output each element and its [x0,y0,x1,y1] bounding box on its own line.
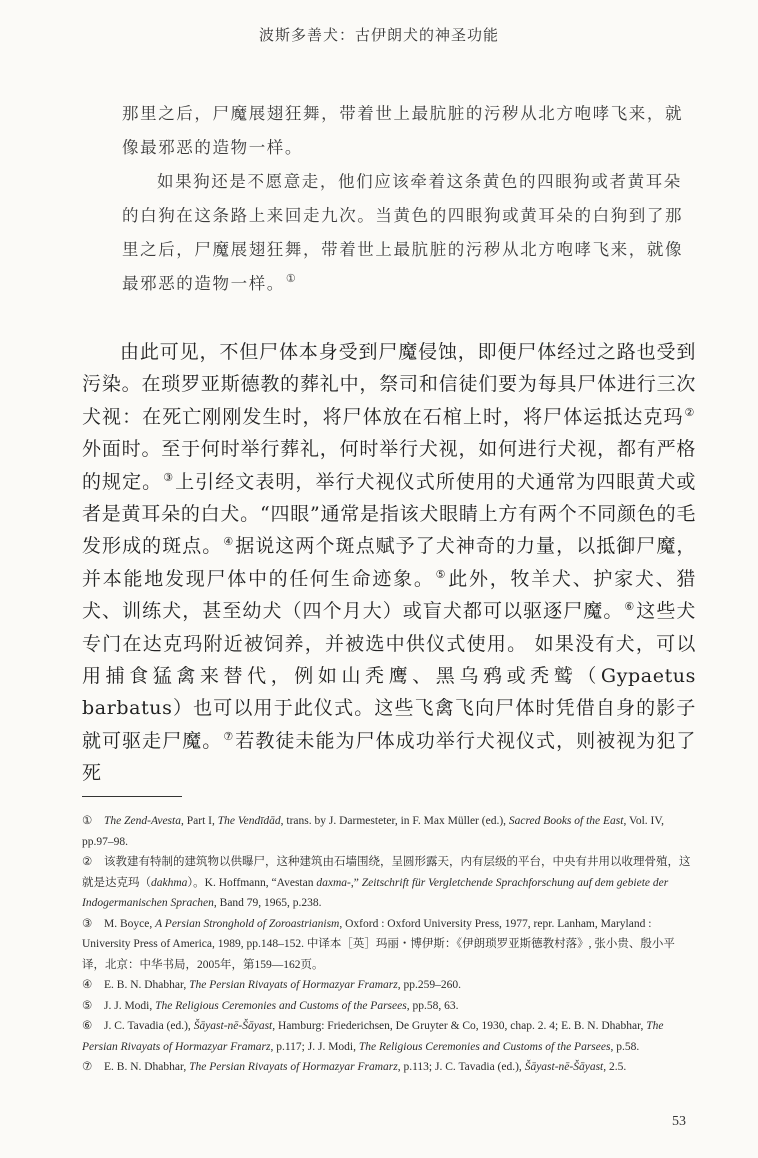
footnote-title: Zeitschrift für Vergletchende Sprachforschung auf dem gebiete der Indogermanischen Sprachen [82,876,669,909]
footnote-title: The Religious Ceremonies and Customs of the Parsees [358,1040,611,1053]
footnote-1 [82,811,696,852]
body-text-run: 由此可见，不但尸体本身受到尸魔侵蚀，即便尸体经过之路也受到污染。在琐罗亚斯德教的葬礼中，祭司和信徒们要为每具尸体进行三次犬视：在死亡刚刚发生时，将尸体放在石棺上时，将尸体运抵达克玛 [82,341,696,428]
footnote-number: ② [82,856,93,868]
footnote-term: daxma- [316,876,351,889]
footnote-text: E. B. N. Dhabhar, [104,1061,190,1073]
footnote-ref[interactable]: ⑦ [223,729,235,743]
footnote-number: ③ [82,917,93,930]
footnote-title: The Religious Ceremonies and Customs of the Parsees [155,999,407,1012]
footnote-text: , Part I, [180,815,218,827]
footnote-title: The Persian Rivayats of Hormazyar Framarz [189,1061,398,1073]
page-number: 53 [672,1114,686,1129]
footnote-7 [82,1057,696,1078]
footnote-ref[interactable]: ③ [163,470,175,484]
footnote-4 [82,975,696,996]
footnote-title: Šāyast-nē-Šāyast [193,1020,273,1032]
body-text-run: 此外，牧羊犬、护家犬、猎犬、训练犬，甚至幼犬（四个月大）或盲犬都可以驱逐尸魔。 [82,567,696,623]
body-text-run: 外面时。至于何时举行葬礼，何时举行犬视，如何进行犬视，都有严格的规定。 [82,438,696,493]
body-paragraph [82,336,696,790]
footnote-number: ⑥ [82,1020,93,1032]
footnote-5 [82,996,696,1017]
footnote-ref[interactable]: ④ [223,535,235,549]
footnote-text: , Hamburg: Friederichsen, De Gruyter & Co, 1930, chap. 2. 4; E. B. N. Dhabhar, [272,1020,647,1032]
footnote-text: J. C. Tavadia (ed.), [104,1020,194,1032]
footnote-term: dakhma [151,876,188,889]
footnote-text: , p.113; J. C. Tavadia (ed.), [397,1061,525,1073]
footnote-text: E. B. N. Dhabhar, [104,979,190,991]
footnote-text: , p.117; J. J. Modi, [270,1040,359,1053]
footnote-text: , p.58. [610,1040,640,1053]
block-quote [122,97,696,301]
footnote-title: The Persian Rivayats of Hormazyar Framarz [82,1020,664,1053]
footnote-text: , pp.259–260. [397,979,461,991]
quote-paragraph [122,165,696,301]
footnote-number: ⑦ [82,1061,93,1073]
footnote-number: ⑤ [82,999,93,1012]
footnote-2 [82,852,696,914]
footnote-title: Šāyast-nē-Šāyast [524,1061,604,1073]
body-text-run: 这些犬专门在达克玛附近被饲养，并被选中供仪式使用。 如果没有犬，可以用捕食猛禽来替代，例如山秃鹰、黑乌鸦或秃鹫（Gypaetus barbatus）也可以用于此仪式。这些飞禽飞向尸体时凭借自身的影子就可驱走尸魔。 [82,600,696,752]
footnote-text: J. J. Modi, [104,999,156,1012]
footnote-3 [82,914,696,976]
quote-text: 如果狗还是不愿意走，他们应该牵着这条黄色的四眼狗或者黄耳朵的白狗在这条路上来回走九次。当黄色的四眼狗或黄耳朵的白狗到了那里之后，尸魔展翅狂舞，带着世上最肮脏的污秽从北方咆哮飞来，就像最邪恶的造物一样。 [122,172,684,293]
footnote-text: , trans. by J. Darmesteter, in F. Max Müller (ed.), [280,815,509,827]
footnote-title: The Zend-Avesta [104,815,181,827]
body-text-run: 若教徒未能为尸体成功举行犬视仪式，则被视为犯了死 [82,729,696,785]
footnotes [82,811,696,1078]
body-text-run: 上引经文表明，举行犬视仪式所使用的犬通常为四眼黄犬或者是黄耳朵的白犬。“四眼”通常是指该犬眼睛上方有两个不同颜色的毛发形成的斑点。 [82,470,696,558]
footnote-ref[interactable]: ⑤ [435,567,448,581]
footnote-text: , pp.58, 63. [406,999,459,1012]
footnote-text: , 2.5. [603,1061,627,1073]
footnote-text: M. Boyce, [104,917,156,930]
footnote-text: 该教建有特制的建筑物以供曝尸，这种建筑由石墙围绕，呈圆形露天，内有层级的平台，中央有井用以收理骨殖，这就是达克玛（ [82,856,691,889]
footnote-ref[interactable]: ⑥ [624,600,636,614]
footnote-divider [82,796,182,797]
footnote-text: , Band 79, 1965, p.238. [213,897,322,909]
footnote-text: ,” [350,876,362,889]
footnote-title: Sacred Books of the East [508,815,624,827]
footnote-ref[interactable]: ② [684,405,695,419]
main-paragraph [82,336,696,790]
body-text-run: 据说这两个斑点赋予了犬神奇的力量，以抵御尸魔，并本能地发现尸体中的任何生命迹象。 [82,535,696,590]
footnote-text: , Oxford : Oxford University Press, 1977, repr. Lanham, Maryland : University Press of America, 1989, pp.148–152. 中译本［英］玛丽・博伊斯：《伊朗琐罗亚斯德教村落》, 张小贵、殷小平译，北京：中华书局，2005年，第159—162页。 [82,917,675,971]
footnote-title: The Vendīdād [217,815,281,827]
footnote-title: The Persian Rivayats of Hormazyar Framarz [189,979,398,991]
running-header: 波斯多善犬：古伊朗犬的神圣功能 [258,26,499,44]
footnote-number: ① [82,815,93,827]
quote-paragraph: 那里之后，尸魔展翅狂舞，带着世上最肮脏的污秽从北方咆哮飞来，就像最邪恶的造物一样。 [122,104,684,157]
footnote-number: ④ [82,979,93,991]
footnote-text: , Vol. IV, pp.97–98. [82,815,665,848]
footnote-text: ）。K. Hoffmann, “Avestan [187,876,317,889]
footnote-ref[interactable]: ① [285,272,298,285]
footnote-6 [82,1016,696,1057]
footnote-title: A Persian Stronghold of Zoroastrianism [155,917,340,930]
